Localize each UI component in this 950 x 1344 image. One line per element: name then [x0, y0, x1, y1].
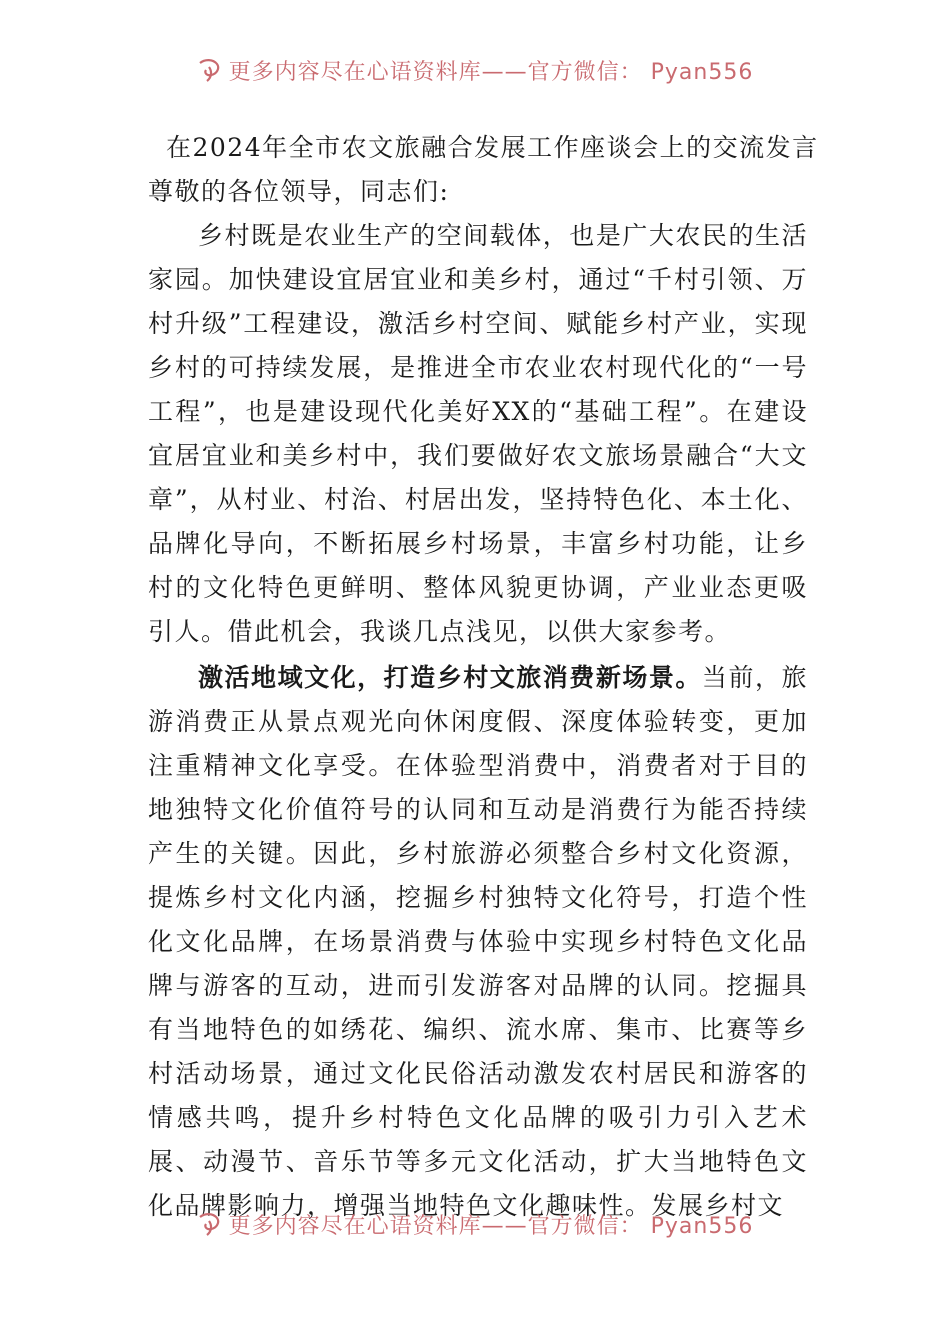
section-heading: 激活地域文化，打造乡村文旅消费新场景。	[198, 663, 702, 692]
header-watermark	[0, 53, 950, 87]
greeting: 尊敬的各位领导，同志们:	[148, 177, 450, 206]
footer-watermark	[0, 1207, 950, 1241]
document-title: 在2024年全市农文旅融合发展工作座谈会上的交流发言	[166, 133, 819, 162]
paragraph-intro: 乡村既是农业生产的空间载体，也是广大农民的生活家园。加快建设宜居宜业和美乡村，通过“千村引领、万村升级”工程建设，激活乡村空间、赋能乡村产业，实现乡村的可持续发展，是推进全市农业农村现代化的“一号工程”，也是建设现代化美好XX的“基础工程”。在建设宜居宜业和美乡村中，我们要做好农文旅场景融合“大文章”，从村业、村治、村居出发，坚持特色化、本土化、品牌化导向，不断拓展乡村场景，丰富乡村功能，让乡村的文化特色更鲜明、整体风貌更协调，产业业态更吸引人。借此机会，我谈几点浅见，以供大家参考。	[148, 221, 808, 646]
watermark-text: 更多内容尽在心语资料库——官方微信： Pyan556	[228, 1213, 754, 1239]
section-body: 当前，旅游消费正从景点观光向休闲度假、深度体验转变，更加注重精神文化享受。在体验型消费中，消费者对于目的地独特文化价值符号的认同和互动是消费行为能否持续产生的关键。因此，乡村旅游必须整合乡村文化资源，提炼乡村文化内涵，挖掘乡村独特文化符号，打造个性化文化品牌，在场景消费与体验中实现乡村特色文化品牌与游客的互动，进而引发游客对品牌的认同。挖掘具有当地特色的如绣花、编织、流水席、集市、比赛等乡村活动场景，通过文化民俗活动激发农村居民和游客的情感共鸣，提升乡村特色文化品牌的吸引力引入艺术展、动漫节、音乐节等多元文化活动，扩大当地特色文化品牌影响力，增强当地特色文化趣味性。发展乡村文	[148, 663, 808, 1220]
watermark-text: 更多内容尽在心语资料库——官方微信： Pyan556	[228, 59, 754, 85]
paragraph-section-1	[148, 656, 808, 1228]
watermark-logo-icon	[197, 1211, 223, 1237]
document-body	[148, 126, 819, 1228]
watermark-logo-icon	[197, 57, 223, 83]
